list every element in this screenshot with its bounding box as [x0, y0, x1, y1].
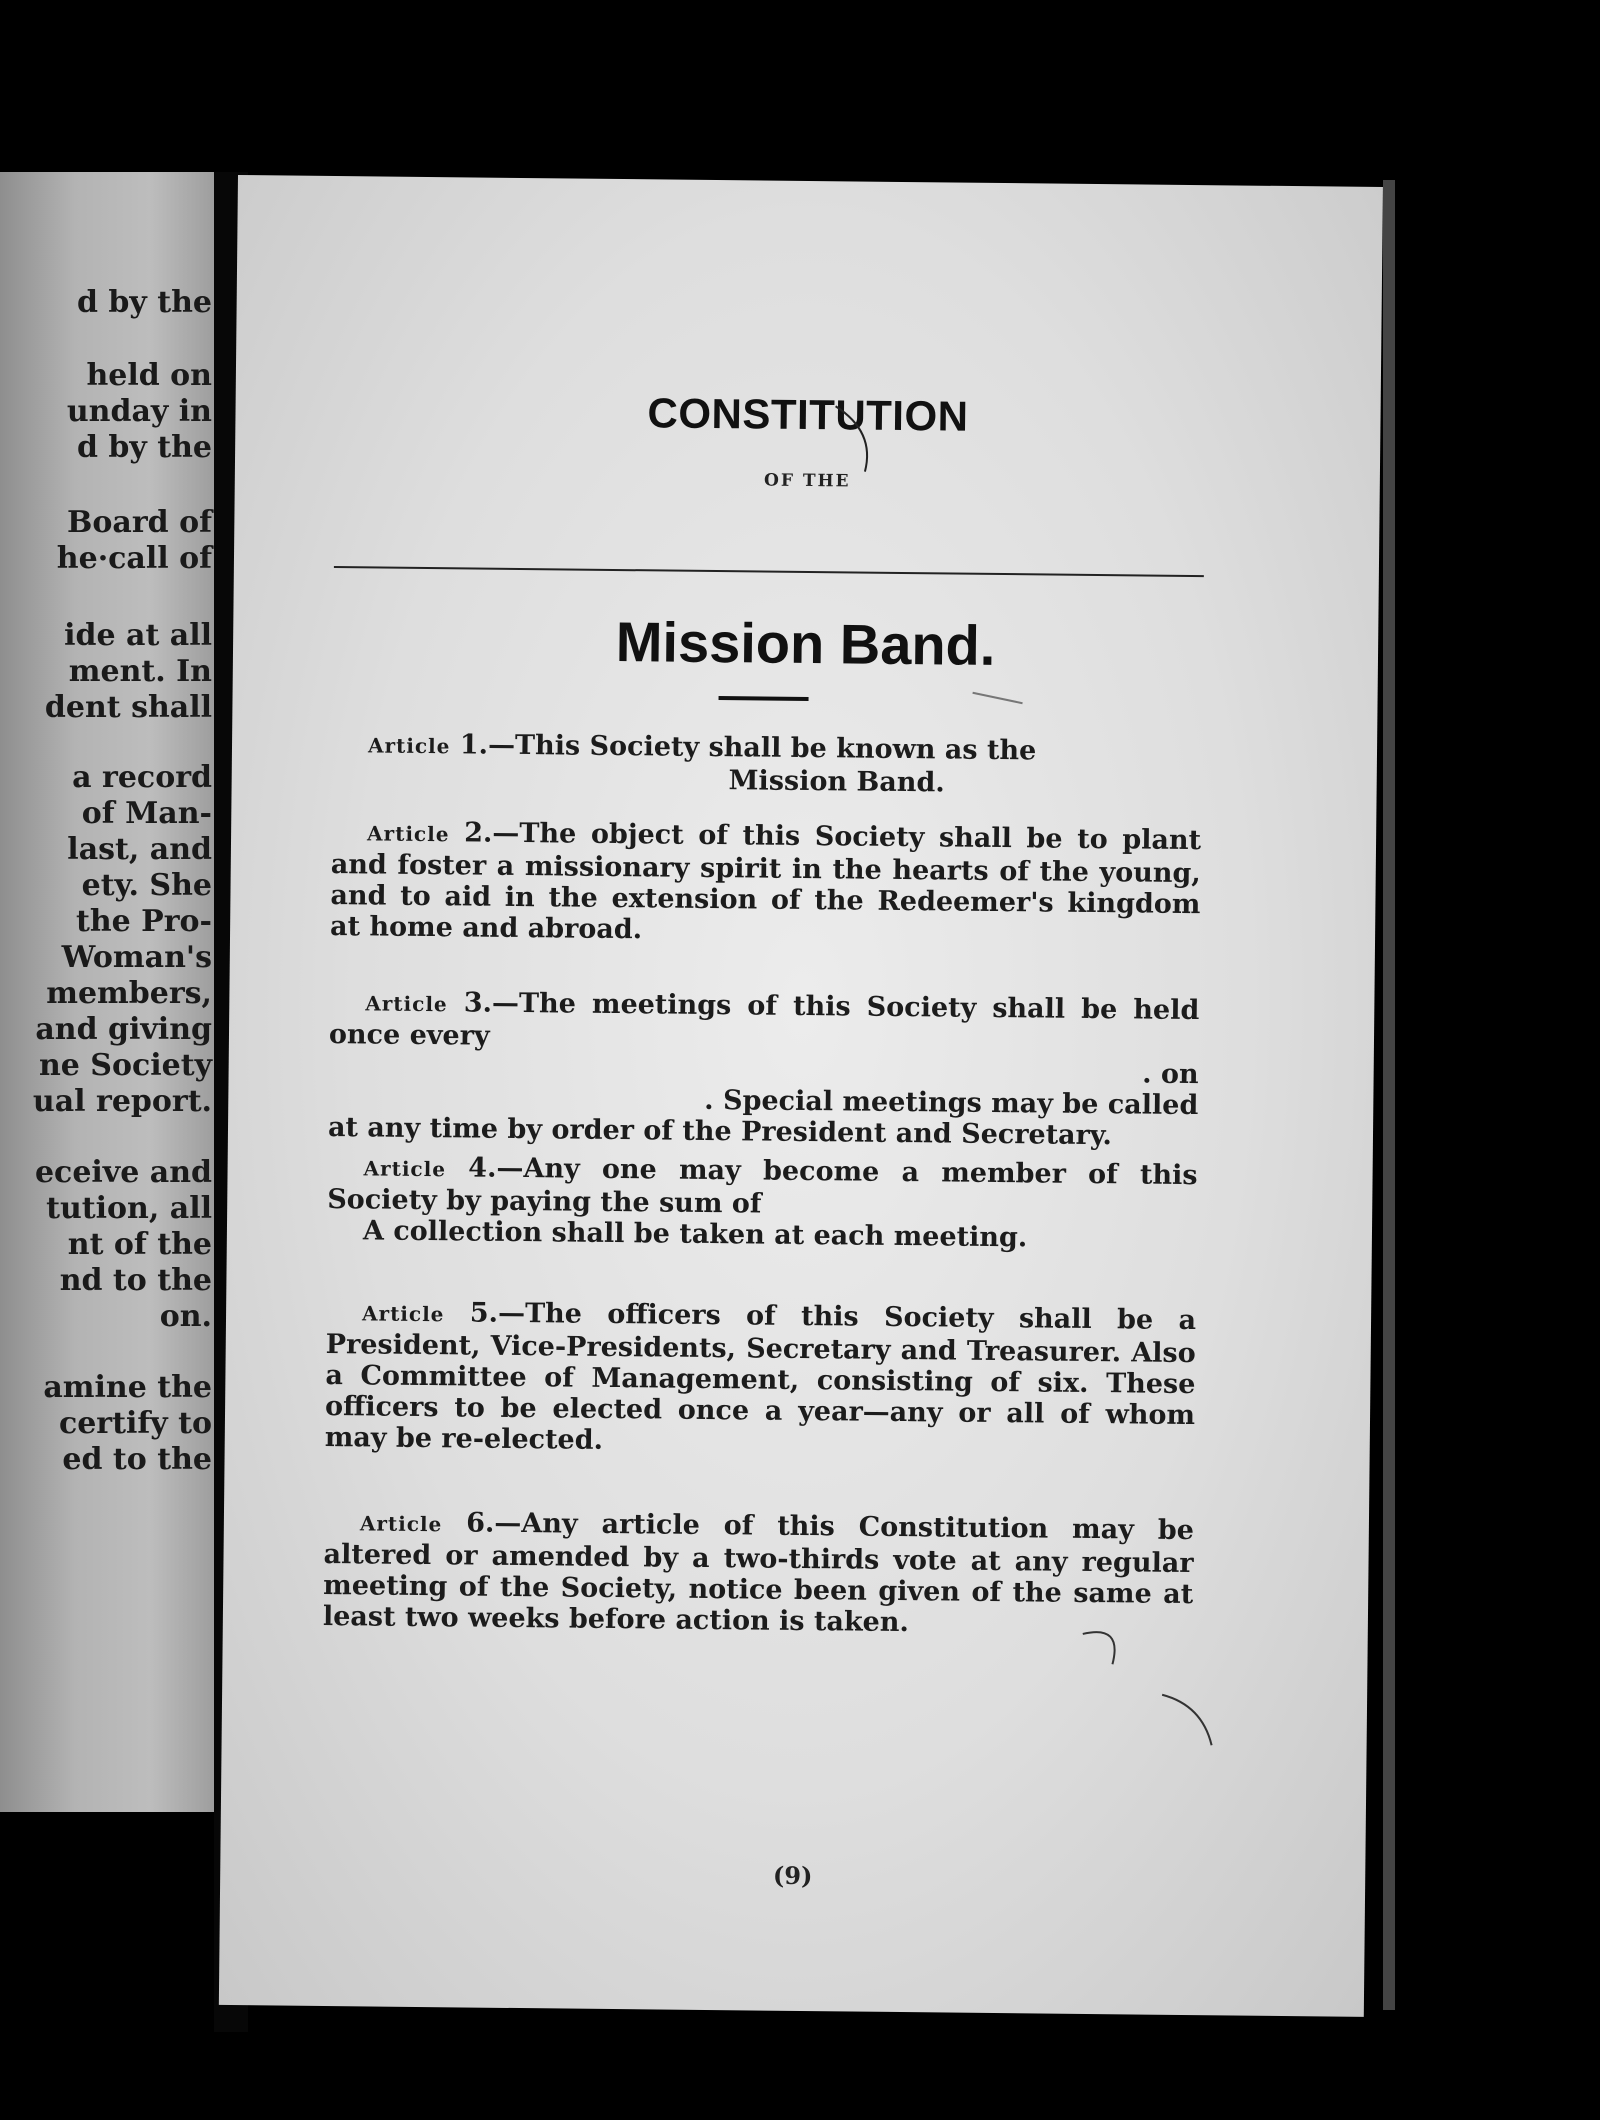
mission-band-title: Mission Band.	[615, 609, 996, 677]
article-1-text: This Society shall be known as the	[514, 729, 1037, 767]
article-1-label: Article	[367, 733, 451, 759]
constitution-heading: CONSTITUTION	[647, 389, 969, 440]
left-page-line: ed to the	[62, 1442, 212, 1477]
article-6-text: Any article of this Constitution may be altered or amended by a two-thirds vote at any regular meeting of the Society, notice been given of the same at least two weeks before action is taken.	[322, 1508, 1195, 1639]
left-page-line: amine the	[43, 1370, 212, 1405]
left-page-line: Woman's	[61, 940, 212, 975]
left-page-line: ne Society	[38, 1048, 212, 1083]
left-page-line: unday in	[66, 394, 212, 429]
scratch-mark	[973, 693, 1023, 704]
page-number: (9)	[772, 1860, 813, 1891]
article-3-text: The meetings of this Society shall be held once every	[328, 987, 1200, 1052]
left-page-line: and giving	[35, 1012, 212, 1047]
article-3-special: . Special meetings may be called	[704, 1084, 1199, 1122]
film-scratches	[219, 175, 1383, 2017]
left-page-line: ment. In	[68, 654, 212, 689]
left-page	[0, 172, 214, 1812]
article-2-label: Article	[366, 821, 450, 847]
of-the-subheading: OF THE	[763, 470, 851, 492]
left-page-line: eceive and	[34, 1155, 212, 1190]
article-5-num: 5.—	[469, 1297, 526, 1330]
article-6-num: 6.—	[466, 1507, 522, 1540]
page-edge-shadow	[1383, 180, 1395, 2010]
left-page-line: ety. She	[81, 868, 212, 903]
scratch-mark	[835, 406, 868, 471]
article-5-label: Article	[361, 1301, 445, 1327]
article-3-num: 3.—	[463, 987, 520, 1019]
article-2-text: The object of this Society shall be to plant and foster a missionary spirit in the hearts of the young, and to aid in the extension of the Redeemer's kingdom at home and abroad.	[329, 817, 1202, 946]
left-page-line: held on	[86, 358, 212, 393]
article-1-num: 1.—	[459, 729, 516, 761]
left-page-line: of Man-	[81, 796, 212, 831]
left-page-line: ual report.	[32, 1084, 212, 1119]
left-page-line: nd to the	[59, 1263, 212, 1298]
article-6-label: Article	[359, 1511, 443, 1537]
article-3-on: . on	[1142, 1058, 1199, 1091]
article-5-text: The officers of this Society shall be a President, Vice-Presidents, Secretary and Treasurer. Also a Committee of Management, consisting of six. These officers to be elected once a year—any or all of whom may be re-elected.	[324, 1298, 1197, 1456]
left-page-line: d by the	[76, 285, 212, 320]
left-page-line: tution, all	[46, 1191, 212, 1226]
left-page-line: a record	[72, 760, 212, 795]
article-3-label: Article	[365, 991, 448, 1017]
scratch-mark	[1162, 1695, 1213, 1746]
article-4-label: Article	[363, 1156, 447, 1182]
article-4-collection: A collection shall be taken at each meeting.	[362, 1215, 1028, 1254]
left-page-line: members,	[46, 976, 212, 1011]
article-1-cont: Mission Band.	[728, 765, 945, 799]
article-3-rest: at any time by order of the President and Secretary.	[327, 1111, 1113, 1152]
left-page-line: on.	[159, 1299, 212, 1334]
right-page	[219, 175, 1383, 2017]
left-page-line: d by the	[76, 430, 212, 465]
article-4-text: Any one may become a member of this Society by paying the sum of	[327, 1153, 1198, 1220]
left-page-line: he·call of	[56, 541, 212, 576]
left-page-line: nt of the	[67, 1227, 212, 1262]
left-page-line: last, and	[67, 832, 212, 867]
article-2-num: 2.—	[464, 817, 520, 849]
left-page-line: dent shall	[44, 690, 212, 725]
left-page-line: Board of	[67, 505, 212, 540]
left-page-line: the Pro-	[75, 904, 212, 939]
article-4-num: 4.—	[468, 1152, 524, 1185]
left-page-line: ide at all	[64, 618, 212, 653]
left-page-line: certify to	[58, 1406, 212, 1441]
scratch-mark	[1082, 1632, 1114, 1664]
